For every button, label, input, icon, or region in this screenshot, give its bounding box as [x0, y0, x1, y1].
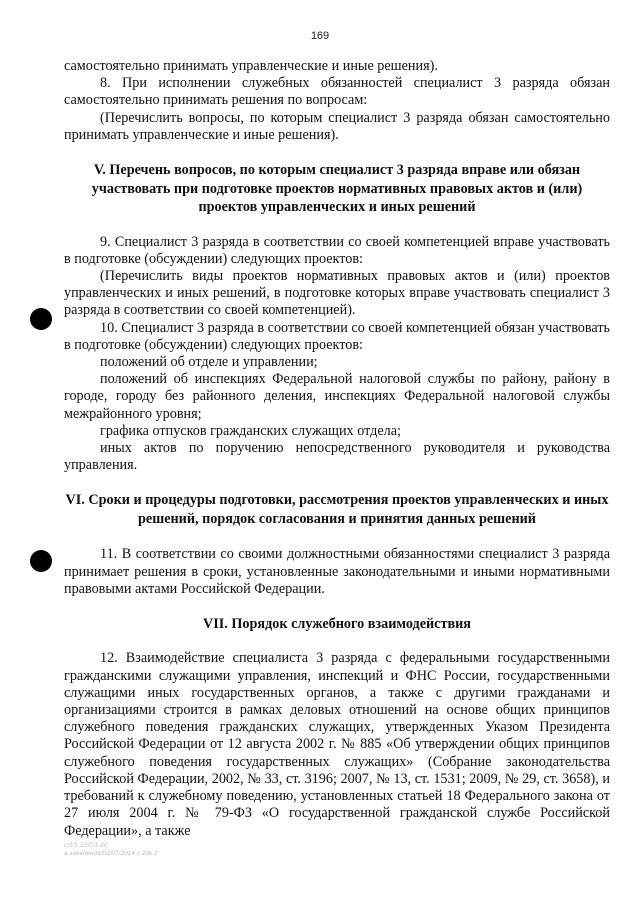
paragraph: графика отпусков гражданских служащих отдела; — [100, 422, 401, 439]
punch-hole — [30, 308, 52, 330]
footer-stamp — [64, 842, 157, 858]
page-number: 169 — [310, 30, 330, 42]
paragraph: (Перечислить виды проектов нормативных правовых актов и (или) проектов управленческих и иных решений, в подготовке которых вправе участвовать специалист 3 разряда в соответствии со своей компетенцией). — [64, 267, 610, 319]
paragraph: иных актов по поручению непосредственного руководителя и руководства управления. — [64, 439, 610, 474]
paragraph: 9. Специалист 3 разряда в соответствии со своей компетенцией вправе участвовать в подготовке (обсуждении) следующих проектов: — [64, 233, 610, 267]
paragraph: самостоятельно принимать управленческие и иные решения). — [64, 58, 438, 74]
paragraph: положений об инспекциях Федеральной налоговой службы по району, району в городе, городу без районного деления, инспекциях Федеральной налоговой службы межрайонного уровня; — [64, 371, 610, 422]
paragraph: (Перечислить вопросы, по которым специалист 3 разряда обязан самостоятельно принимать управленческие и иные решения). — [64, 109, 610, 143]
paragraph: 11. В соответствии со своими должностными обязанностями специалист 3 разряда принимает решения в сроки, установленные законодательными и иными нормативными правовыми актами Российской Федерации. — [64, 546, 610, 597]
document-body — [64, 58, 610, 840]
paragraph: положений об отделе и управлении; — [100, 353, 318, 370]
section-heading: V. Перечень вопросов, по которым специалист 3 разряда вправе или обязан участвовать при подготовке проектов нормативных правовых актов и (или) проектов управленческих и иных решений — [91, 162, 583, 216]
paragraph: 8. При исполнении служебных обязанностей специалист 3 разряда обязан самостоятельно принимать решения по вопросам: — [64, 75, 610, 109]
section-heading: VII. Порядок служебного взаимодействия — [203, 615, 471, 632]
footer-stamp-line: с/1/1 2/07/1-20 — [64, 842, 108, 849]
section-heading: VI. Сроки и процедуры подготовки, рассмотрения проектов управленческих и иных решений, порядок согласования и принятия данных решений — [65, 492, 609, 527]
paragraph: 12. Взаимодействие специалиста 3 разряда с федеральными государственными гражданскими служащими управления, инспекций и ФНС России, государственными служащими иных государственных органов, а также с другими гражданами и организациями строится в рамках деловых отношений на основе общих принципов служебного поведения гражданских служащих, утвержденных Указом Президента Российской Федерации от 12 августа 2002 г. № 885 «Об утверждении общих принципов служебного поведения государственных служащих» (Собрание законодательства Российской Федерации, 2002, № 33, ст. 3196; 2007, № 13, ст. 1531; 2009, № 29, ст. 3658), и требований к служебному поведению, установленных статьей 18 Федерального закона от 27 июля 2004 г. № 79-ФЗ «О государственной гражданской службе Российской Федерации», а также — [64, 650, 610, 839]
punch-hole — [30, 550, 52, 572]
footer-stamp-line: а заявления/02/07/2014 г 20к 2 — [64, 850, 158, 857]
paragraph: 10. Специалист 3 разряда в соответствии со своей компетенцией обязан участвовать в подготовке (обсуждении) следующих проектов: — [64, 319, 610, 353]
